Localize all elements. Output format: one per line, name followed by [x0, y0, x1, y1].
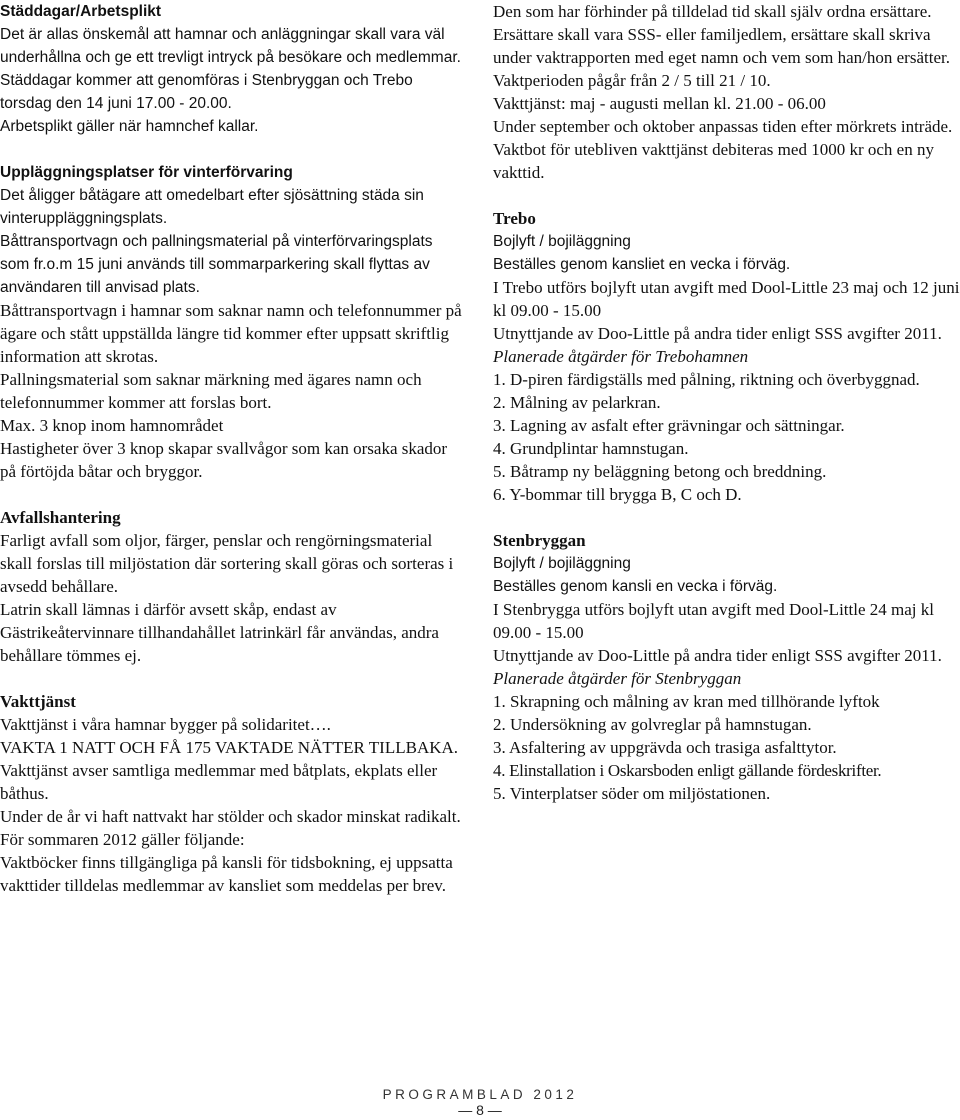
heading-upplaggningsplatser: Uppläggningsplatser för vinterförvaring — [0, 164, 293, 181]
list-item: 5. Vinterplatser söder om miljöstationen. — [493, 784, 771, 803]
list-item: 2. Målning av pelarkran. — [493, 393, 661, 412]
vakt-continued-paragraph-6: Vaktbot för utebliven vakttjänst debiteras med 1000 kr och en ny vakttid. — [493, 140, 934, 182]
spacer — [0, 667, 462, 690]
vakt-continued-paragraph-4: Vakttjänst: maj - augusti mellan kl. 21.00 - 06.00 — [493, 94, 826, 113]
right-column — [493, 0, 960, 805]
list-item: 6. Y-bommar till brygga B, C och D. — [493, 485, 742, 504]
spacer — [0, 483, 462, 506]
stenbryggan-planned-list — [493, 690, 960, 805]
heading-staddagar: Städdagar/Arbetsplikt — [0, 3, 162, 20]
trebo-paragraph-2: Beställes genom kansliet en vecka i förväg. — [493, 256, 791, 273]
upplaggning-paragraph-6: Hastigheter över 3 knop skapar svallvågor som kan orsaka skador på förtöjda båtar och bryggor. — [0, 439, 448, 481]
vakt-continued-paragraph-5: Under september och oktober anpassas tiden efter mörkrets inträde. — [493, 117, 953, 136]
avfall-paragraph-2: Latrin skall lämnas i därför avsett skåp, endast av Gästrikeåtervinnare tillhandahållet latrinkärl får användas, andra behållare tömmes ej. — [0, 600, 439, 665]
heading-trebo: Trebo — [493, 209, 536, 228]
staddagar-paragraph-2: Städdagar kommer att genomföras i Stenbryggan och Trebo torsdag den 14 juni 17.00 - 20.00. — [0, 72, 413, 112]
list-item: 5. Båtramp ny beläggning betong och breddning. — [493, 462, 827, 481]
trebo-planned-list — [493, 368, 960, 506]
stenbryggan-planned-heading: Planerade åtgärder för Stenbryggan — [493, 669, 742, 688]
vakttjanst-paragraph-1: Vakttjänst i våra hamnar bygger på solidaritet…. — [0, 715, 331, 734]
vakt-continued-paragraph-1: Den som har förhinder på tilldelad tid skall själv ordna ersättare. — [493, 2, 932, 21]
stenbryggan-paragraph-4: Utnyttjande av Doo-Little på andra tider enligt SSS avgifter 2011. — [493, 646, 942, 665]
trebo-paragraph-3: I Trebo utförs bojlyft utan avgift med Dool-Little 23 maj och 12 juni kl 09.00 - 15.00 — [493, 278, 960, 320]
trebo-planned-heading: Planerade åtgärder för Trebohamnen — [493, 347, 749, 366]
spacer — [0, 138, 462, 161]
vakttjanst-paragraph-5: För sommaren 2012 gäller följande: — [0, 830, 245, 849]
trebo-bojlyft-label: Bojlyft / bojiläggning — [493, 233, 631, 250]
upplaggning-paragraph-4: Pallningsmaterial som saknar märkning med ägares namn och telefonnummer kommer att forslas bort. — [0, 370, 422, 412]
upplaggning-paragraph-3: Båttransportvagn i hamnar som saknar namn och telefonnummer på ägare och stått uppställda längre tid kommer efter uppsatt skriftlig information att skrotas. — [0, 301, 462, 366]
list-item: 3. Lagning av asfalt efter grävningar och sättningar. — [493, 416, 845, 435]
vakt-continued-paragraph-3: Vaktperioden pågår från 2 / 5 till 21 / 10. — [493, 71, 771, 90]
list-item: 3. Asfaltering av uppgrävda och trasiga asfalttytor. — [493, 738, 837, 757]
footer-program-title: PROGRAMBLAD 2012 — [382, 1087, 578, 1102]
vakttjanst-paragraph-3: Vakttjänst avser samtliga medlemmar med båtplats, ekplats eller båthus. — [0, 761, 438, 803]
list-item: 4. Grundplintar hamnstugan. — [493, 439, 689, 458]
heading-vakttjanst: Vakttjänst — [0, 692, 76, 711]
stenbryggan-paragraph-3: I Stenbrygga utförs bojlyft utan avgift med Dool-Little 24 maj kl 09.00 - 15.00 — [493, 600, 934, 642]
list-item: 1. Skrapning och målning av kran med tillhörande lyftok — [493, 692, 880, 711]
vakttjanst-paragraph-6: Vaktböcker finns tillgängliga på kansli för tidsbokning, ej uppsatta vakttider tilldelas medlemmar av kansliet som meddelas per brev. — [0, 853, 453, 895]
avfall-paragraph-1: Farligt avfall som oljor, färger, penslar och rengörningsmaterial skall forslas till miljöstation där sortering skall göras och sorteras i avsedd behållare. — [0, 531, 454, 596]
vakt-continued-paragraph-2: Ersättare skall vara SSS- eller familjedlem, ersättare skall skriva under vaktrapporten med eget namn och vem som han/hon ersätter. — [493, 25, 950, 67]
staddagar-paragraph-1: Det är allas önskemål att hamnar och anläggningar skall vara väl underhållna och ge ett trevligt intryck på besökare och medlemmar. — [0, 26, 461, 66]
spacer — [493, 506, 960, 529]
heading-stenbryggan: Stenbryggan — [493, 531, 586, 550]
stenbryggan-paragraph-2: Beställes genom kansli en vecka i förväg. — [493, 578, 778, 595]
list-item: 4. Elinstallation i Oskarsboden enligt gällande fördeskrifter. — [493, 761, 882, 780]
trebo-paragraph-4: Utnyttjande av Doo-Little på andra tider enligt SSS avgifter 2011. — [493, 324, 942, 343]
list-item: 1. D-piren färdigställs med pålning, riktning och överbyggnad. — [493, 370, 920, 389]
upplaggning-paragraph-5: Max. 3 knop inom hamnområdet — [0, 416, 224, 435]
upplaggning-paragraph-2: Båttransportvagn och pallningsmaterial på vinterförvaringsplats som fr.o.m 15 juni används till sommarparkering skall flyttas av användaren till anvisad plats. — [0, 233, 433, 296]
upplaggning-paragraph-1: Det åligger båtägare att omedelbart efter sjösättning städa sin vinteruppläggningsplats. — [0, 187, 424, 227]
list-item: 2. Undersökning av golvreglar på hamnstugan. — [493, 715, 812, 734]
stenbryggan-bojlyft-label: Bojlyft / bojiläggning — [493, 555, 631, 572]
vakttjanst-paragraph-2: VAKTA 1 NATT OCH FÅ 175 VAKTADE NÄTTER TILLBAKA. — [0, 738, 459, 757]
page-number: — 8 — — [458, 1102, 502, 1118]
vakttjanst-paragraph-4: Under de år vi haft nattvakt har stölder och skador minskat radikalt. — [0, 807, 461, 826]
left-column — [0, 0, 462, 897]
heading-avfallshantering: Avfallshantering — [0, 508, 121, 527]
spacer — [493, 184, 960, 207]
staddagar-paragraph-3: Arbetsplikt gäller när hamnchef kallar. — [0, 118, 259, 135]
